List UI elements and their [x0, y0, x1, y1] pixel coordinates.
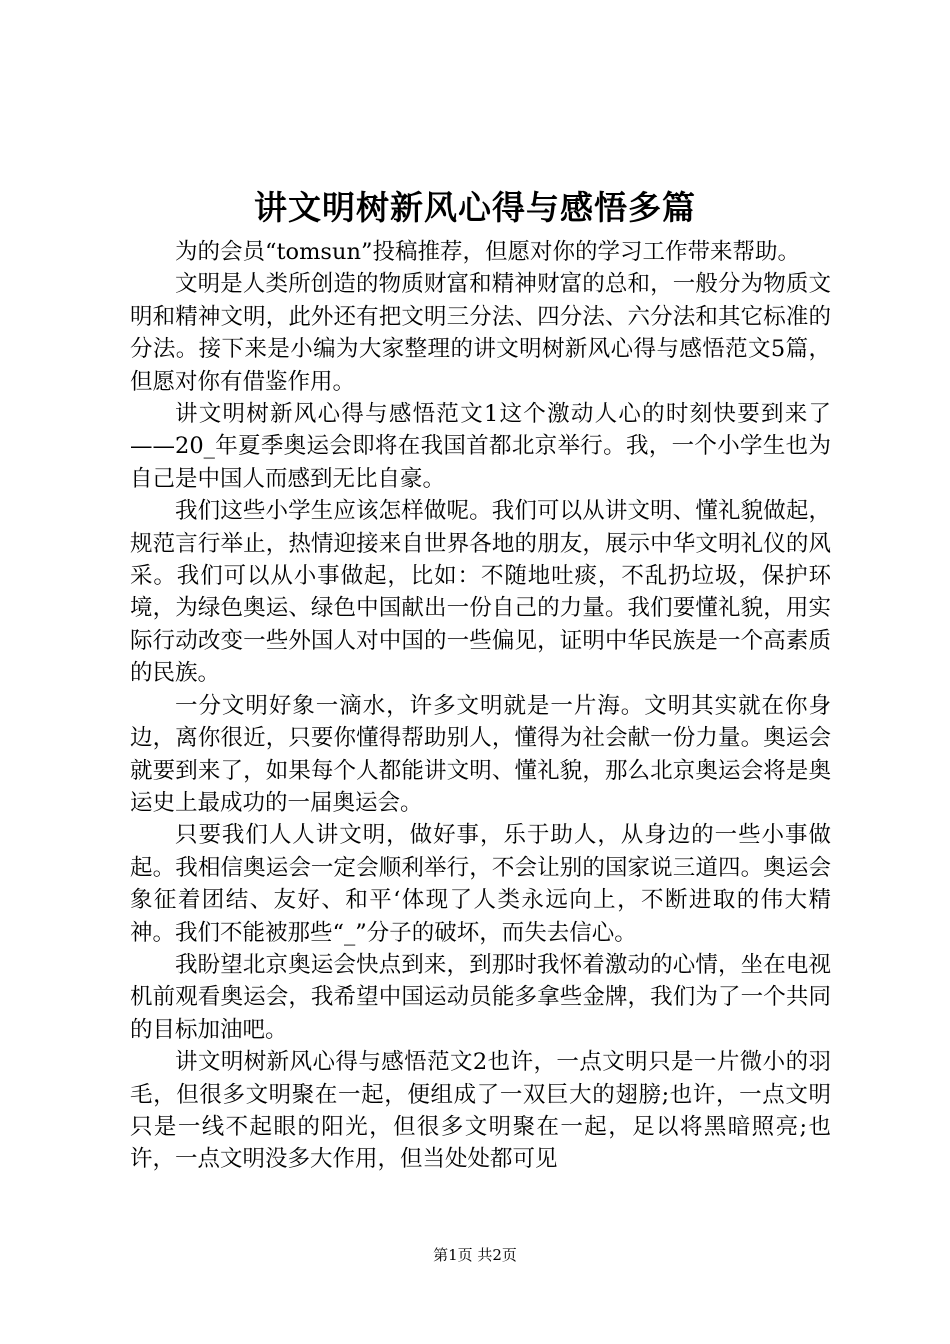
paragraph-essay1-water: 一分文明好象一滴水，许多文明就是一片海。文明其实就在你身边，离你很近，只要你懂得帮助别人，懂得为社会献一份力量。奥运会就要到来了，如果每个人都能讲文明、懂礼貌，那么北京奥运会将是奥运史上最成功的一届奥运会。	[130, 692, 831, 816]
paragraph-essay2-opening: 讲文明树新风心得与感悟范文2也许，一点文明只是一片微小的羽毛，但很多文明聚在一起，便组成了一双巨大的翅膀;也许，一点文明只是一线不起眼的阳光，但很多文明聚在一起，足以将黑暗照亮;也许，一点文明没多大作用，但当处处都可见	[130, 1049, 831, 1173]
page-footer: 第1页 共2页	[433, 1246, 517, 1264]
paragraph-definition: 文明是人类所创造的物质财富和精神财富的总和，一般分为物质文明和精神文明，此外还有把文明三分法、四分法、六分法和其它标准的分法。接下来是小编为大家整理的讲文明树新风心得与感悟范文5篇，但愿对你有借鉴作用。	[130, 271, 831, 395]
document-title: 讲文明树新风心得与感悟多篇	[254, 188, 696, 227]
paragraph-essay1-closing: 我盼望北京奥运会快点到来，到那时我怀着激动的心情，坐在电视机前观看奥运会，我希望中国运动员能多拿些金牌，我们为了一个共同的目标加油吧。	[130, 951, 831, 1043]
paragraph-essay1-opening: 讲文明树新风心得与感悟范文1这个激动人心的时刻快要到来了——20_年夏季奥运会即将在我国首都北京举行。我，一个小学生也为自己是中国人而感到无比自豪。	[130, 401, 831, 492]
document-body	[130, 236, 831, 1176]
paragraph-essay1-students: 我们这些小学生应该怎样做呢。我们可以从讲文明、懂礼貌做起，规范言行举止，热情迎接来自世界各地的朋友，展示中华文明礼仪的风采。我们可以从小事做起，比如：不随地吐痰，不乱扔垃圾，保护环境，为绿色奥运、绿色中国献出一份自己的力量。我们要懂礼貌，用实际行动改变一些外国人对中国的一些偏见，证明中华民族是一个高素质的民族。	[130, 498, 831, 687]
paragraph-intro: 为的会员“tomsun”投稿推荐，但愿对你的学习工作带来帮助。	[175, 239, 800, 265]
paragraph-essay1-confidence: 只要我们人人讲文明，做好事，乐于助人，从身边的一些小事做起。我相信奥运会一定会顺利举行，不会让别的国家说三道四。奥运会象征着团结、友好、和平‘体现了人类永远向上，不断进取的伟大精神。我们不能被那些“_”分子的破坏，而失去信心。	[130, 822, 831, 946]
